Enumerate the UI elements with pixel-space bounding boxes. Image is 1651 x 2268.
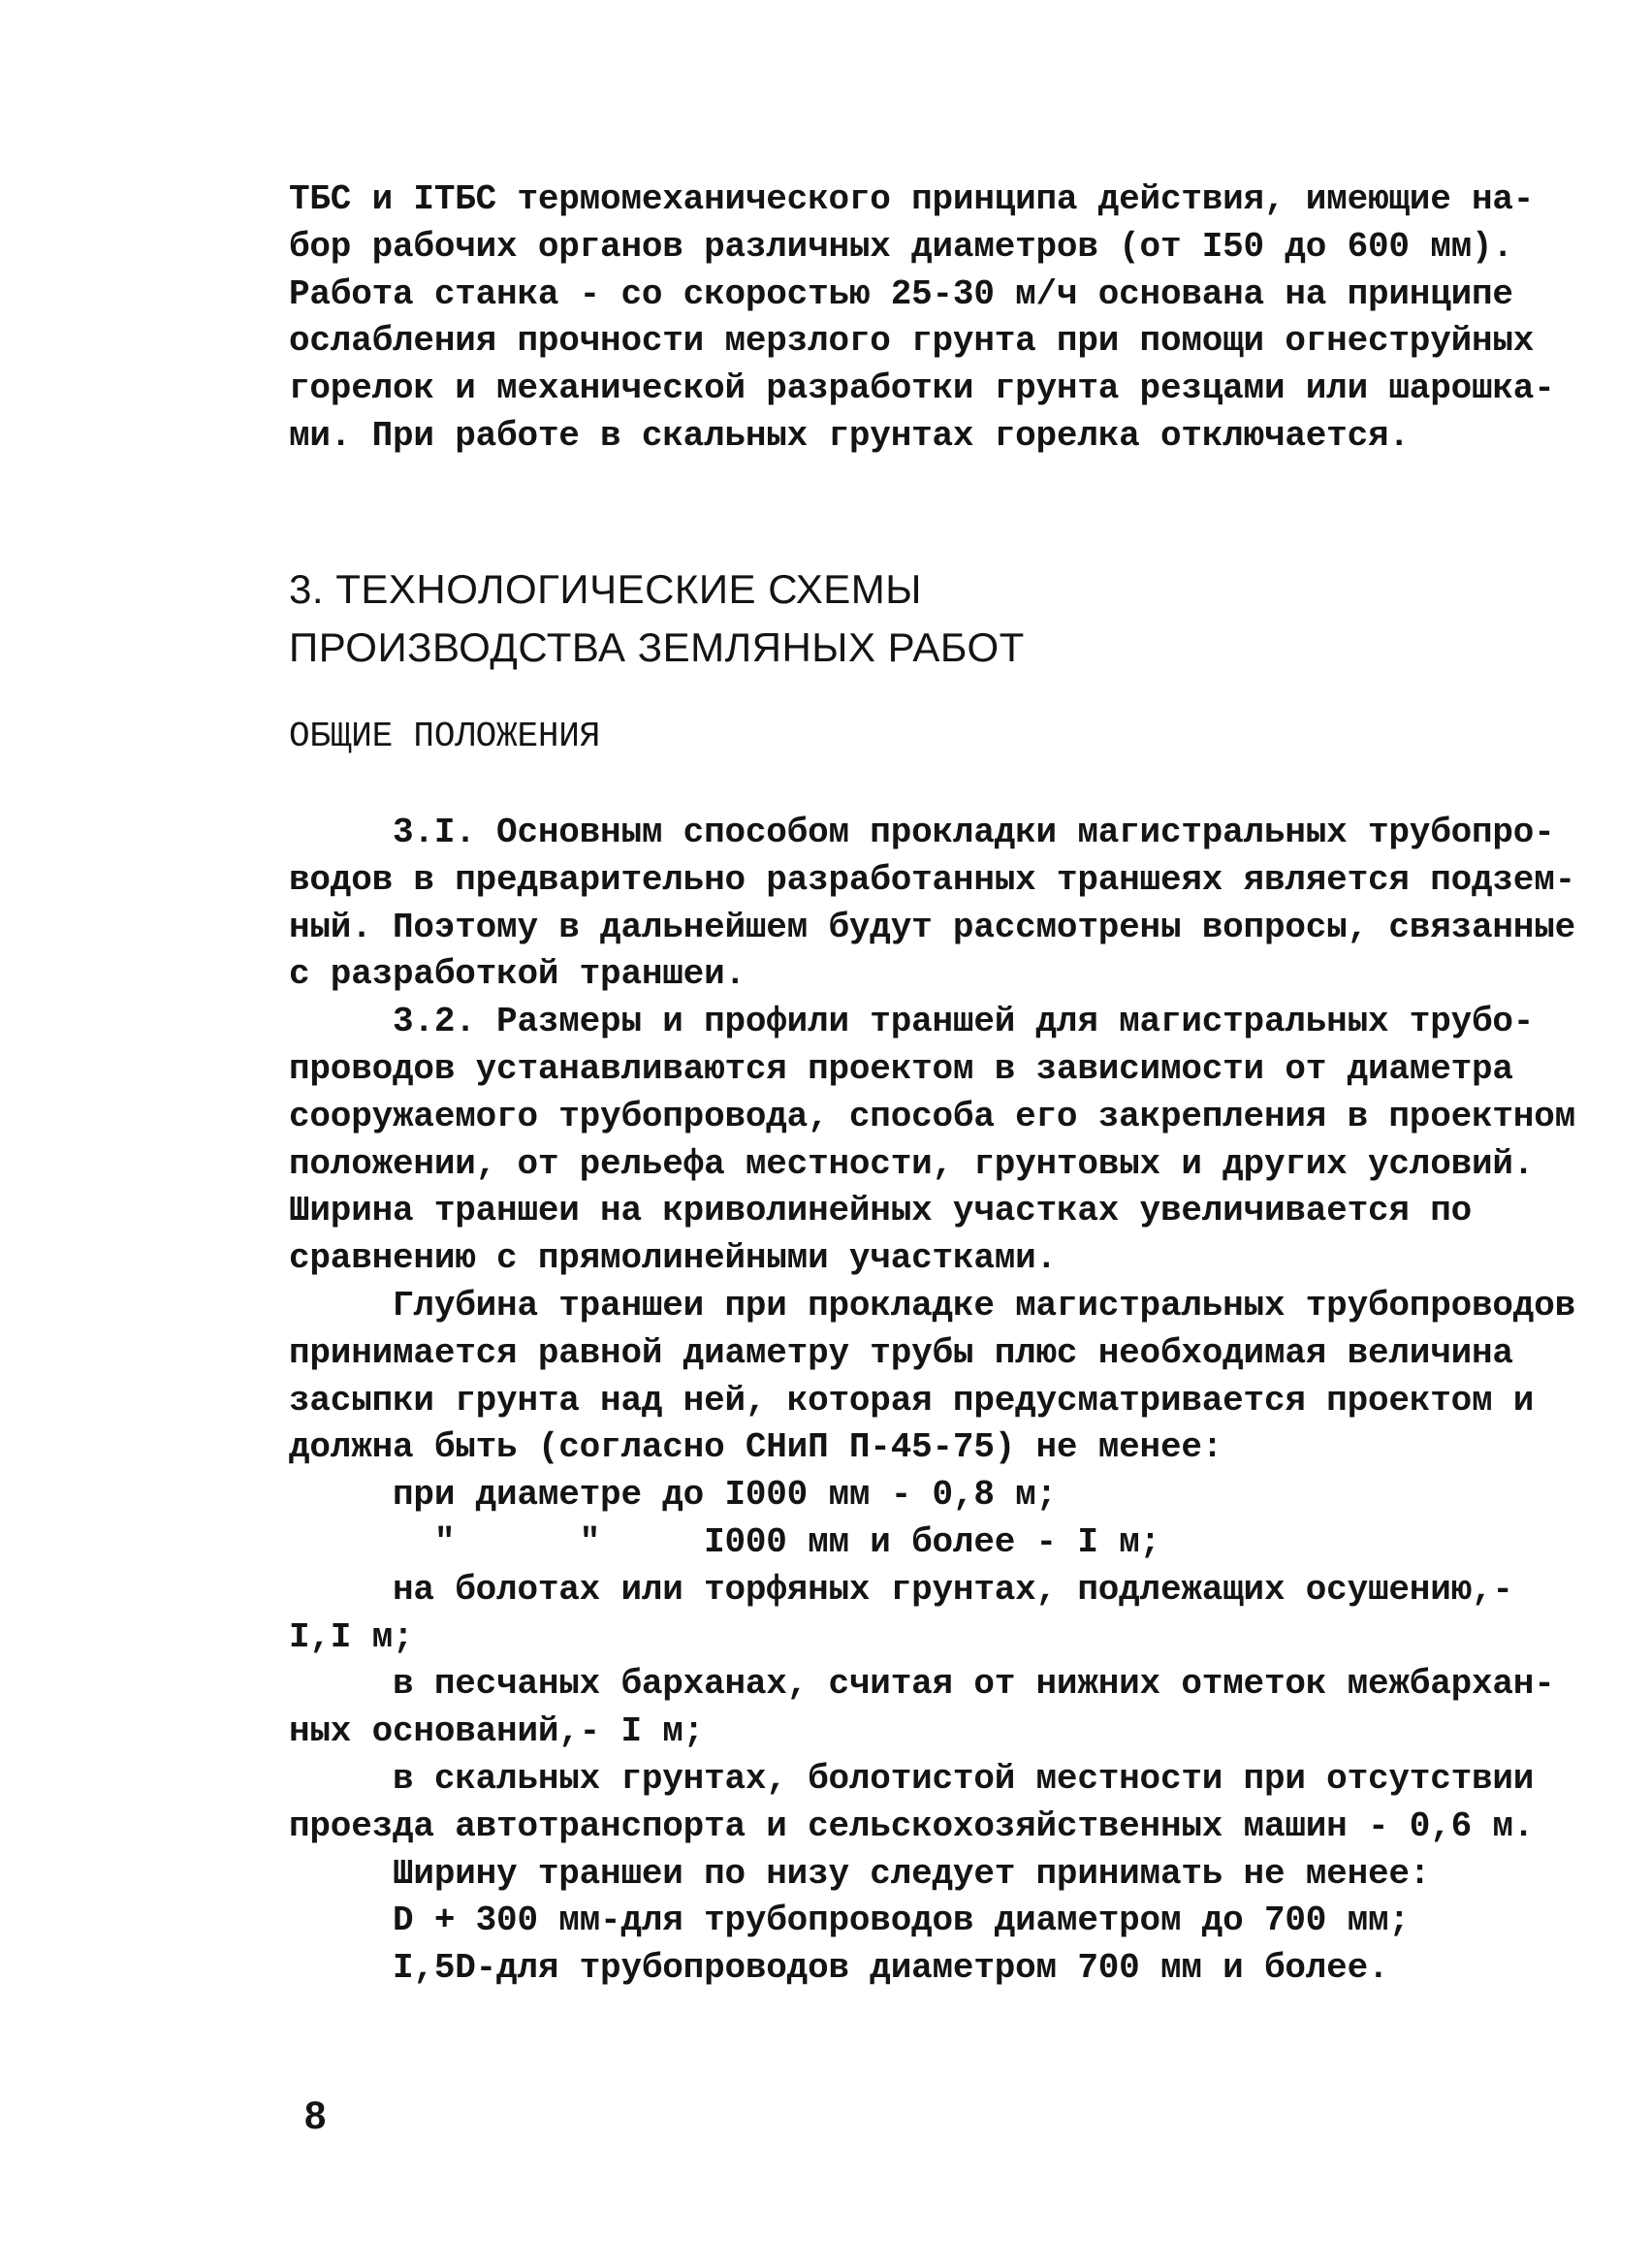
body-line: при диаметре до І000 мм - 0,8 м;: [289, 1475, 1057, 1516]
body-line: ный. Поэтому в дальнейшем будут рассмотрены вопросы, связанные: [289, 907, 1576, 947]
body-line: І,5D-для трубопроводов диаметром 700 мм и более.: [289, 1948, 1389, 1989]
body-line: І,І м;: [289, 1616, 414, 1657]
body-line: " " І000 мм и более - І м;: [289, 1521, 1160, 1562]
body-line: на болотах или торфяных грунтах, подлежащих осушению,-: [289, 1569, 1513, 1610]
intro-line: ТБС и ІТБС термомеханического принципа действия, имеющие на-: [289, 179, 1535, 219]
body-line: проводов устанавливаются проектом в зависимости от диаметра: [289, 1048, 1513, 1089]
intro-paragraph: [289, 176, 1555, 461]
body-line: в скальных грунтах, болотистой местности при отсутствии: [289, 1758, 1535, 1799]
intro-line: бор рабочих органов различных диаметров (от І50 до 600 мм).: [289, 226, 1513, 267]
body-line: Ширину траншеи по низу следует принимать не менее:: [289, 1853, 1431, 1894]
body-line: ных оснований,- І м;: [289, 1711, 705, 1752]
body-line: водов в предварительно разработанных траншеях является подзем-: [289, 859, 1576, 900]
section-title: [289, 560, 1025, 677]
intro-line: ми. При работе в скальных грунтах горелка отключается.: [289, 415, 1410, 456]
subsection-heading: ОБЩИЕ ПОЛОЖЕНИЯ: [289, 717, 601, 756]
body-line: Глубина траншеи при прокладке магистральных трубопроводов: [289, 1285, 1576, 1326]
body-line: Ширина траншеи на криволинейных участках увеличивается по: [289, 1191, 1473, 1231]
body-line: 3.І. Основным способом прокладки магистральных трубопро-: [289, 813, 1555, 852]
body-line: D + 300 мм-для трубопроводов диаметром до 700 мм;: [289, 1901, 1410, 1941]
body-text: [289, 810, 1576, 1993]
body-line: с разработкой траншеи.: [289, 954, 746, 995]
section-title-line-1: 3. ТЕХНОЛОГИЧЕСКИЕ СХЕМЫ: [289, 566, 922, 612]
body-line: в песчаных барханах, считая от нижних отметок межбархан-: [289, 1664, 1555, 1705]
intro-line: Работа станка - со скоростью 25-30 м/ч основана на принципе: [289, 273, 1513, 314]
body-line: принимается равной диаметру трубы плюс необходимая величина: [289, 1332, 1513, 1373]
body-line: сравнению с прямолинейными участками.: [289, 1238, 1057, 1279]
intro-line: горелок и механической разработки грунта резцами или шарошка-: [289, 368, 1555, 409]
body-line: засыпки грунта над ней, которая предусматривается проектом и: [289, 1380, 1535, 1421]
body-line: проезда автотранспорта и сельскохозяйственных машин - 0,6 м.: [289, 1805, 1535, 1846]
intro-line: ослабления прочности мерзлого грунта при помощи огнеструйных: [289, 321, 1535, 362]
page-number: 8: [304, 2094, 327, 2137]
body-line: 3.2. Размеры и профили траншей для магистральных трубо-: [289, 1002, 1535, 1042]
body-line: положении, от рельефа местности, грунтовых и других условий.: [289, 1143, 1535, 1184]
body-line: сооружаемого трубопровода, способа его закрепления в проектном: [289, 1096, 1576, 1136]
body-line: должна быть (согласно СНиП П-45-75) не менее:: [289, 1427, 1223, 1468]
section-title-line-2: ПРОИЗВОДСТВА ЗЕМЛЯНЫХ РАБОТ: [289, 624, 1025, 670]
